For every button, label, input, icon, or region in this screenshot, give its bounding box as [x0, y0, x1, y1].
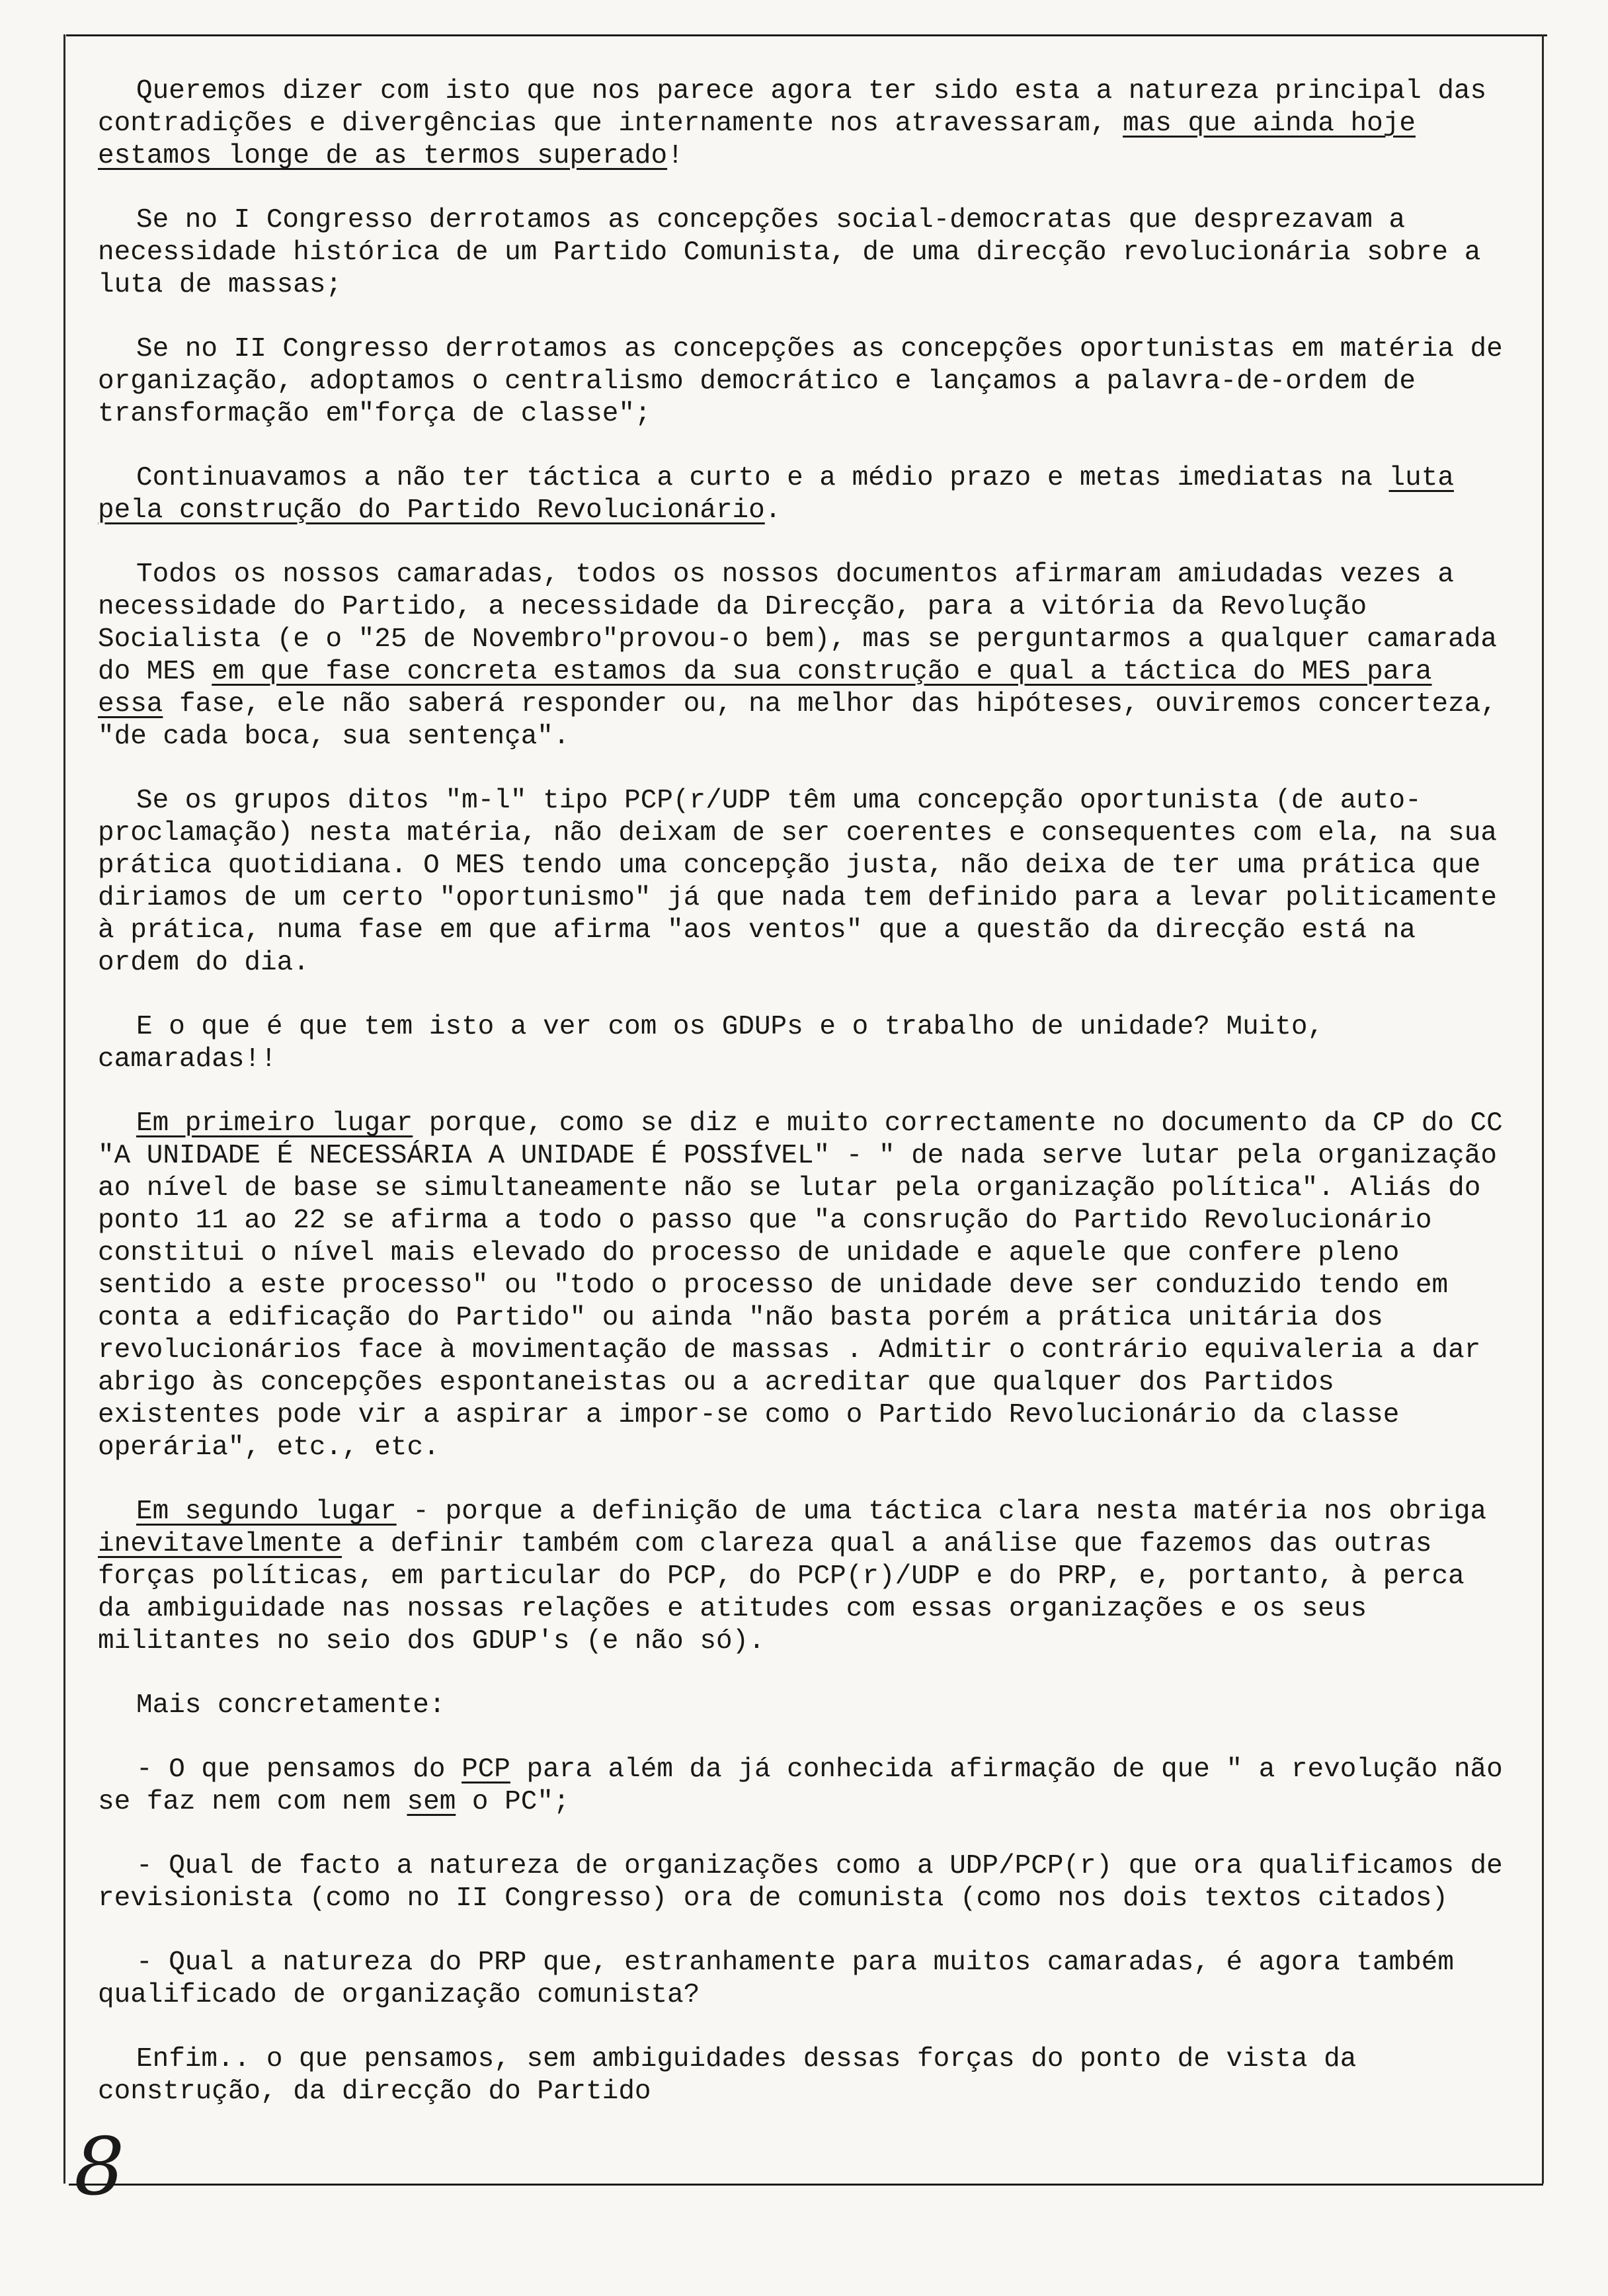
text-run: Queremos dizer com isto que nos parece agora ter sido esta a natureza principal das contradições e divergências que internamente nos atravessaram, — [98, 76, 1487, 139]
text-run: Mais concretamente: — [136, 1690, 446, 1721]
text-run: o PC"; — [456, 1787, 570, 1817]
text-run: fase, ele não saberá responder ou, na melhor das hipóteses, ouviremos concerteza, "de cada boca, sua sentença". — [98, 689, 1497, 752]
paragraph — [98, 75, 1513, 173]
paragraph — [98, 2043, 1513, 2108]
paragraph — [98, 1011, 1513, 1076]
text-run: E o que é que tem isto a ver com os GDUPs e o trabalho de unidade? Muito, camaradas!! — [98, 1012, 1324, 1075]
text-run: - Qual de facto a natureza de organizações como a UDP/PCP(r) que ora qualificamos de revisionista (como no II Congresso) ora de comunista (como nos dois textos citados) — [98, 1851, 1503, 1914]
paragraph — [98, 1850, 1513, 1915]
text-run: Se no I Congresso derrotamos as concepções social-democratas que desprezavam a necessidade histórica de um Partido Comunista, de uma direcção revolucionária sobre a luta de massas; — [98, 205, 1481, 300]
paragraph — [98, 462, 1513, 527]
frame-left-line — [63, 34, 65, 2184]
text-run: . — [764, 495, 782, 526]
text-run: Se os grupos ditos "m-l" tipo PCP(r/UDP têm uma concepção oportunista (de auto-proclamação) nesta matéria, não deixam de ser coerentes e consequentes com ela, na sua prática quotidiana. O MES tendo uma concepção justa, não deixa de ter uma prática que diriamos de um certo "oportunismo" já que nada tem definido para a levar politicamente à prática, numa fase em que afirma "aos ventos" que a questão da direcção está na ordem do dia. — [98, 786, 1497, 978]
text-run: Todos os nossos camaradas, todos os nossos documentos afirmaram amiudadas vezes a necessidade do Partido, a necessidade da Direcção, para a vitória da Revolução Socialista (e o "25 de Novembro"provou-o bem), mas se perguntarmos a qualquer camarada do MES — [98, 559, 1497, 687]
paragraph — [98, 1947, 1513, 2012]
paragraph — [98, 785, 1513, 979]
underlined-text: Em segundo lugar — [136, 1496, 397, 1527]
paragraph — [98, 333, 1513, 430]
underlined-text: inevitavelmente — [98, 1529, 342, 1559]
paragraph — [98, 1108, 1513, 1464]
text-run: porque, como se diz e muito correctamente no documento da CP do CC "A UNIDADE É NECESSÁRIA A UNIDADE É POSSÍVEL" - " de nada serve lutar pela organização ao nível de base se simultaneamente não se lutar pela organização política". Aliás do ponto 11 ao 22 se afirma a todo o passo que "a consrução do Partido Revolucionário constitui o nível mais elevado do processo de unidade e aquele que confere pleno sentido a este processo" ou "todo o processo de unidade deve ser conduzido tendo em conta a edificação do Partido" ou ainda "não basta porém a prática unitária dos revolucionários face à movimentação de massas . Admitir o contrário equivaleria a dar abrigo às concepções espontaneistas ou a acreditar que qualquer dos Partidos existentes pode vir a aspirar a impor-se como o Partido Revolucionário da classe operária", etc., etc. — [98, 1108, 1503, 1463]
page-number: 8 — [74, 2121, 125, 2213]
text-run: - O que pensamos do — [136, 1754, 462, 1785]
underlined-text: PCP — [462, 1754, 510, 1785]
underlined-text: sem — [407, 1787, 456, 1817]
text-run: a definir também com clareza qual a análise que fazemos das outras forças políticas, em particular do PCP, do PCP(r)/UDP e do PRP, e, portanto, à perca da ambiguidade nas nossas relações e atitudes com essas organizações e os seus militantes no seio dos GDUP's (e não só). — [98, 1529, 1465, 1657]
underlined-text: mas que ainda hoje estamos longe de as termos superado — [98, 108, 1416, 171]
frame-top-line — [66, 34, 1547, 36]
frame-bottom-line — [69, 2184, 1543, 2186]
paragraph — [98, 559, 1513, 753]
text-run: Se no II Congresso derrotamos as concepções as concepções oportunistas em matéria de organização, adoptamos o centralismo democrático e lançamos a palavra-de-ordem de transformação em"força de classe"; — [98, 334, 1503, 429]
text-run: ! — [667, 141, 684, 171]
document-body — [98, 75, 1513, 2140]
paragraph — [98, 1496, 1513, 1658]
text-run: - Qual a natureza do PRP que, estranhamente para muitos camaradas, é agora também qualificado de organização comunista? — [98, 1948, 1454, 2010]
frame-right-line — [1542, 34, 1544, 2184]
underlined-text: em que fase concreta estamos da sua construção e qual a táctica do MES para essa — [98, 657, 1432, 719]
paragraph — [98, 1754, 1513, 1819]
text-run: Continuavamos a não ter táctica a curto e a médio prazo e metas imediatas na — [136, 463, 1389, 493]
underlined-text: luta pela construção do Partido Revolucionário — [98, 463, 1454, 526]
text-run: - porque a definição de uma táctica clara nesta matéria nos obriga — [396, 1496, 1487, 1527]
text-run: para além da já conhecida afirmação de que " a revolução não se faz nem com nem — [98, 1754, 1503, 1817]
text-run: Enfim.. o que pensamos, sem ambiguidades dessas forças do ponto de vista da construção, da direcção do Partido — [98, 2044, 1357, 2107]
paragraph — [98, 1690, 1513, 1722]
paragraph — [98, 204, 1513, 302]
underlined-text: Em primeiro lugar — [136, 1108, 413, 1139]
